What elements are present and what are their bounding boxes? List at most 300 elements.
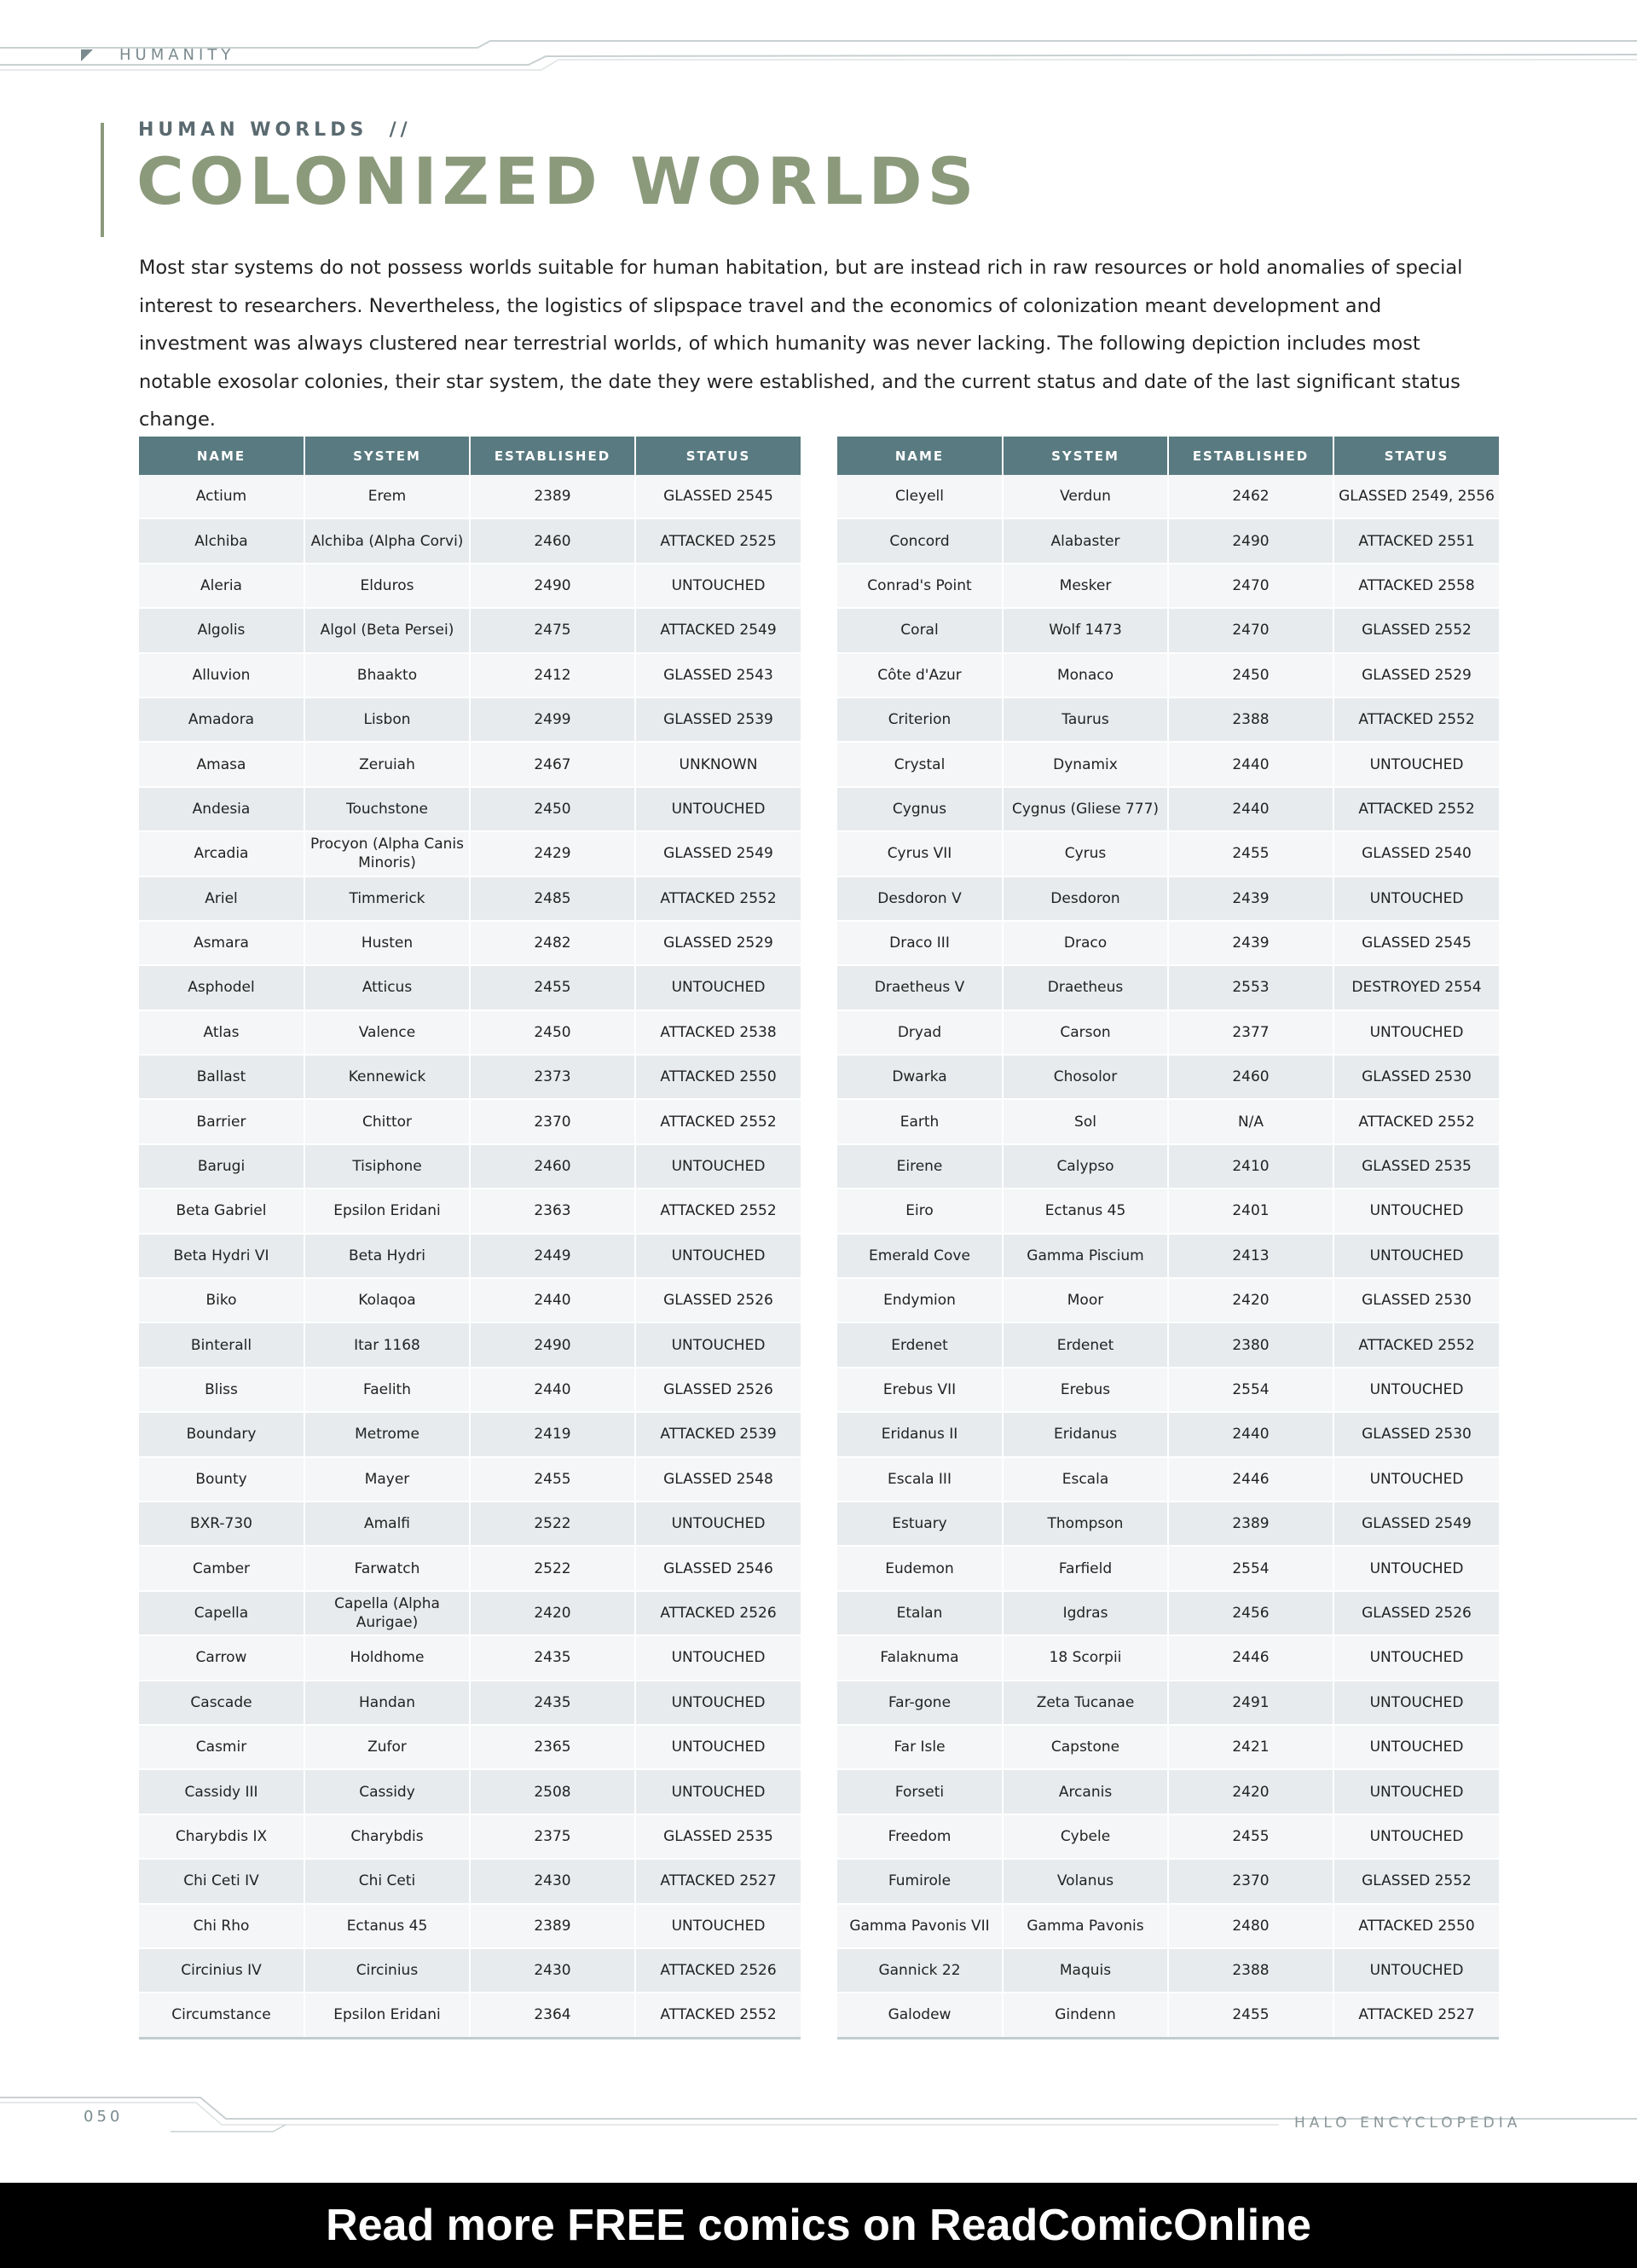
- system-cell: Faelith: [304, 1368, 470, 1412]
- name-cell: Camber: [139, 1546, 304, 1590]
- name-cell: Actium: [139, 475, 304, 518]
- status-cell: ATTACKED 2551: [1333, 518, 1499, 563]
- system-cell: Gindenn: [1003, 1993, 1168, 2038]
- name-cell: Dryad: [837, 1010, 1003, 1055]
- table-row: [837, 1144, 1499, 1189]
- col-status-header: STATUS: [1333, 437, 1499, 475]
- name-cell: Far-gone: [837, 1681, 1003, 1725]
- established-cell: 2420: [1168, 1278, 1333, 1322]
- established-cell: 2401: [1168, 1189, 1333, 1233]
- table-row: [139, 1635, 801, 1680]
- established-cell: 2373: [470, 1055, 635, 1099]
- established-cell: 2455: [470, 965, 635, 1010]
- system-cell: Erem: [304, 475, 470, 518]
- system-cell: Moor: [1003, 1278, 1168, 1322]
- system-cell: Lisbon: [304, 697, 470, 742]
- table-row: [837, 1457, 1499, 1501]
- table-row: [139, 921, 801, 965]
- name-cell: Ballast: [139, 1055, 304, 1099]
- established-cell: 2370: [470, 1099, 635, 1143]
- col-system-header: SYSTEM: [1003, 437, 1168, 475]
- system-cell: Verdun: [1003, 475, 1168, 518]
- status-cell: UNTOUCHED: [1333, 1368, 1499, 1412]
- table-row: [139, 1368, 801, 1412]
- table-row: [837, 1681, 1499, 1725]
- name-cell: Gamma Pavonis VII: [837, 1904, 1003, 1948]
- established-cell: 2470: [1168, 608, 1333, 652]
- system-cell: Touchstone: [304, 787, 470, 831]
- system-cell: Atticus: [304, 965, 470, 1010]
- table-row: [837, 1635, 1499, 1680]
- table-row: [139, 1859, 801, 1903]
- status-cell: UNTOUCHED: [635, 1635, 801, 1680]
- name-cell: Fumirole: [837, 1859, 1003, 1903]
- status-cell: GLASSED 2543: [635, 653, 801, 697]
- system-cell: Chosolor: [1003, 1055, 1168, 1099]
- status-cell: UNTOUCHED: [1333, 1681, 1499, 1725]
- system-cell: Erdenet: [1003, 1322, 1168, 1367]
- status-cell: UNTOUCHED: [635, 1322, 801, 1367]
- system-cell: Volanus: [1003, 1859, 1168, 1903]
- name-cell: Beta Hydri VI: [139, 1234, 304, 1278]
- status-cell: GLASSED 2529: [635, 921, 801, 965]
- system-cell: Capella (Alpha Aurigae): [304, 1591, 470, 1635]
- established-cell: 2450: [1168, 653, 1333, 697]
- table-row: [837, 653, 1499, 697]
- system-cell: Holdhome: [304, 1635, 470, 1680]
- established-cell: 2508: [470, 1769, 635, 1814]
- name-cell: Bliss: [139, 1368, 304, 1412]
- status-cell: UNTOUCHED: [635, 1501, 801, 1546]
- system-cell: Sol: [1003, 1099, 1168, 1143]
- system-cell: Gamma Pavonis: [1003, 1904, 1168, 1948]
- status-cell: UNTOUCHED: [1333, 1010, 1499, 1055]
- name-cell: Beta Gabriel: [139, 1189, 304, 1233]
- system-cell: Cybele: [1003, 1814, 1168, 1859]
- established-cell: 2410: [1168, 1144, 1333, 1189]
- system-cell: Farwatch: [304, 1546, 470, 1590]
- status-cell: UNTOUCHED: [1333, 877, 1499, 921]
- established-cell: 2388: [1168, 697, 1333, 742]
- system-cell: Beta Hydri: [304, 1234, 470, 1278]
- name-cell: Aleria: [139, 564, 304, 608]
- system-cell: Amalfi: [304, 1501, 470, 1546]
- established-cell: 2419: [470, 1412, 635, 1456]
- system-cell: Chi Ceti: [304, 1859, 470, 1903]
- established-cell: 2420: [470, 1591, 635, 1635]
- status-cell: UNTOUCHED: [1333, 1948, 1499, 1993]
- established-cell: 2435: [470, 1681, 635, 1725]
- table-row: [139, 608, 801, 652]
- established-cell: 2439: [1168, 877, 1333, 921]
- system-cell: Epsilon Eridani: [304, 1993, 470, 2038]
- name-cell: Ariel: [139, 877, 304, 921]
- table-row: [837, 1278, 1499, 1322]
- table-row: [139, 787, 801, 831]
- table-row: [837, 1904, 1499, 1948]
- status-cell: UNTOUCHED: [1333, 1546, 1499, 1590]
- established-cell: 2440: [470, 1278, 635, 1322]
- table-row: [837, 1322, 1499, 1367]
- system-cell: Taurus: [1003, 697, 1168, 742]
- system-cell: Zeruiah: [304, 742, 470, 786]
- name-cell: Boundary: [139, 1412, 304, 1456]
- established-cell: 2435: [470, 1635, 635, 1680]
- status-cell: UNTOUCHED: [1333, 1189, 1499, 1233]
- established-cell: 2388: [1168, 1948, 1333, 1993]
- col-established-header: ESTABLISHED: [1168, 437, 1333, 475]
- established-cell: 2446: [1168, 1635, 1333, 1680]
- system-cell: Ectanus 45: [1003, 1189, 1168, 1233]
- name-cell: Alchiba: [139, 518, 304, 563]
- table-row: [837, 877, 1499, 921]
- system-cell: Valence: [304, 1010, 470, 1055]
- established-cell: 2440: [1168, 787, 1333, 831]
- table-row: [837, 1412, 1499, 1456]
- established-cell: 2455: [470, 1457, 635, 1501]
- table-row: [837, 1368, 1499, 1412]
- table-row: [139, 518, 801, 563]
- status-cell: ATTACKED 2550: [635, 1055, 801, 1099]
- status-cell: UNTOUCHED: [635, 1725, 801, 1769]
- name-cell: Circinius IV: [139, 1948, 304, 1993]
- table-row: [139, 1055, 801, 1099]
- table-row: [139, 564, 801, 608]
- status-cell: GLASSED 2540: [1333, 831, 1499, 876]
- system-cell: Dynamix: [1003, 742, 1168, 786]
- status-cell: UNTOUCHED: [635, 965, 801, 1010]
- table-row: [139, 1412, 801, 1456]
- established-cell: 2482: [470, 921, 635, 965]
- name-cell: Alluvion: [139, 653, 304, 697]
- status-cell: DESTROYED 2554: [1333, 965, 1499, 1010]
- name-cell: Barrier: [139, 1099, 304, 1143]
- system-cell: Erebus: [1003, 1368, 1168, 1412]
- status-cell: UNTOUCHED: [1333, 1234, 1499, 1278]
- name-cell: Cyrus VII: [837, 831, 1003, 876]
- system-cell: Igdras: [1003, 1591, 1168, 1635]
- table-row: [837, 831, 1499, 876]
- status-cell: GLASSED 2539: [635, 697, 801, 742]
- name-cell: Capella: [139, 1591, 304, 1635]
- table-row: [837, 475, 1499, 518]
- name-cell: Andesia: [139, 787, 304, 831]
- status-cell: GLASSED 2552: [1333, 1859, 1499, 1903]
- name-cell: Draetheus V: [837, 965, 1003, 1010]
- name-cell: Emerald Cove: [837, 1234, 1003, 1278]
- system-cell: Ectanus 45: [304, 1904, 470, 1948]
- established-cell: 2460: [470, 518, 635, 563]
- established-cell: 2467: [470, 742, 635, 786]
- table-row: [139, 1725, 801, 1769]
- status-cell: ATTACKED 2527: [635, 1859, 801, 1903]
- corner-mark-icon: [81, 49, 93, 61]
- established-cell: 2455: [1168, 831, 1333, 876]
- established-cell: 2413: [1168, 1234, 1333, 1278]
- system-cell: Draetheus: [1003, 965, 1168, 1010]
- established-cell: 2440: [1168, 1412, 1333, 1456]
- status-cell: ATTACKED 2525: [635, 518, 801, 563]
- system-cell: Kolaqoa: [304, 1278, 470, 1322]
- table-row: [139, 742, 801, 786]
- system-cell: Draco: [1003, 921, 1168, 965]
- table-row: [139, 1278, 801, 1322]
- status-cell: UNTOUCHED: [1333, 742, 1499, 786]
- established-cell: 2485: [470, 877, 635, 921]
- established-cell: 2522: [470, 1501, 635, 1546]
- established-cell: 2490: [470, 1322, 635, 1367]
- status-cell: UNTOUCHED: [1333, 1725, 1499, 1769]
- table-header-row: [139, 437, 801, 475]
- system-cell: Zufor: [304, 1725, 470, 1769]
- kicker: HUMAN WORLDS //: [138, 119, 412, 141]
- established-cell: 2554: [1168, 1368, 1333, 1412]
- table-row: [139, 1234, 801, 1278]
- established-cell: N/A: [1168, 1099, 1333, 1143]
- system-cell: Mesker: [1003, 564, 1168, 608]
- established-cell: 2480: [1168, 1904, 1333, 1948]
- status-cell: GLASSED 2545: [635, 475, 801, 518]
- table-row: [837, 1546, 1499, 1590]
- system-cell: Kennewick: [304, 1055, 470, 1099]
- name-cell: Etalan: [837, 1591, 1003, 1635]
- table-row: [837, 697, 1499, 742]
- established-cell: 2455: [1168, 1993, 1333, 2038]
- table-row: [837, 1010, 1499, 1055]
- name-cell: Eiro: [837, 1189, 1003, 1233]
- system-cell: Alabaster: [1003, 518, 1168, 563]
- established-cell: 2446: [1168, 1457, 1333, 1501]
- table-row: [139, 1546, 801, 1590]
- name-cell: Cygnus: [837, 787, 1003, 831]
- status-cell: ATTACKED 2526: [635, 1948, 801, 1993]
- status-cell: GLASSED 2546: [635, 1546, 801, 1590]
- status-cell: GLASSED 2526: [635, 1368, 801, 1412]
- system-cell: Gamma Piscium: [1003, 1234, 1168, 1278]
- name-cell: Gannick 22: [837, 1948, 1003, 1993]
- colonies-table-left: [139, 437, 801, 2039]
- system-cell: Husten: [304, 921, 470, 965]
- established-cell: 2450: [470, 787, 635, 831]
- status-cell: GLASSED 2530: [1333, 1055, 1499, 1099]
- intro-paragraph: Most star systems do not possess worlds suitable for human habitation, but are instead rich in raw resources or hold anomalies of special interest to researchers. Nevertheless, the logistics of slipspace travel and the economics of colonization meant development and investment was always clustered near terrestrial worlds, of which humanity was never lacking. The following depiction includes most notable exosolar colonies, their star system, the date they were established, and the current status and date of the last significant status change.: [139, 257, 1463, 431]
- established-cell: 2499: [470, 697, 635, 742]
- col-established-header: ESTABLISHED: [470, 437, 635, 475]
- name-cell: Casmir: [139, 1725, 304, 1769]
- system-cell: Desdoron: [1003, 877, 1168, 921]
- name-cell: Estuary: [837, 1501, 1003, 1546]
- name-cell: Concord: [837, 518, 1003, 563]
- name-cell: Chi Ceti IV: [139, 1859, 304, 1903]
- status-cell: GLASSED 2545: [1333, 921, 1499, 965]
- status-cell: ATTACKED 2552: [1333, 787, 1499, 831]
- status-cell: ATTACKED 2552: [1333, 697, 1499, 742]
- system-cell: Circinius: [304, 1948, 470, 1993]
- table-row: [139, 1189, 801, 1233]
- table-row: [139, 1010, 801, 1055]
- status-cell: ATTACKED 2538: [635, 1010, 801, 1055]
- table-row: [837, 921, 1499, 965]
- system-cell: Cyrus: [1003, 831, 1168, 876]
- established-cell: 2475: [470, 608, 635, 652]
- name-cell: Cassidy III: [139, 1769, 304, 1814]
- name-cell: BXR-730: [139, 1501, 304, 1546]
- established-cell: 2460: [470, 1144, 635, 1189]
- page-header: [0, 0, 1637, 77]
- system-cell: Cygnus (Gliese 777): [1003, 787, 1168, 831]
- established-cell: 2439: [1168, 921, 1333, 965]
- name-cell: Amasa: [139, 742, 304, 786]
- page-number: 050: [84, 2108, 124, 2126]
- name-cell: Draco III: [837, 921, 1003, 965]
- established-cell: 2364: [470, 1993, 635, 2038]
- status-cell: UNTOUCHED: [635, 1681, 801, 1725]
- status-cell: UNTOUCHED: [635, 787, 801, 831]
- table-header-row: [837, 437, 1499, 475]
- established-cell: 2389: [470, 475, 635, 518]
- status-cell: GLASSED 2549: [1333, 1501, 1499, 1546]
- table-row: [837, 1189, 1499, 1233]
- name-cell: Falaknuma: [837, 1635, 1003, 1680]
- table-row: [837, 564, 1499, 608]
- established-cell: 2380: [1168, 1322, 1333, 1367]
- name-cell: Chi Rho: [139, 1904, 304, 1948]
- table-row: [139, 1591, 801, 1635]
- table-row: [139, 877, 801, 921]
- name-cell: Carrow: [139, 1635, 304, 1680]
- table-row: [139, 1144, 801, 1189]
- table-row: [837, 1234, 1499, 1278]
- book-title: HALO ENCYCLOPEDIA: [1294, 2115, 1522, 2132]
- name-cell: Dwarka: [837, 1055, 1003, 1099]
- established-cell: 2491: [1168, 1681, 1333, 1725]
- colonies-table-right: [837, 437, 1499, 2039]
- table-row: [837, 1859, 1499, 1903]
- status-cell: GLASSED 2526: [1333, 1591, 1499, 1635]
- established-cell: 2462: [1168, 475, 1333, 518]
- table-row: [139, 1814, 801, 1859]
- table-row: [139, 831, 801, 876]
- name-cell: Erebus VII: [837, 1368, 1003, 1412]
- table-row: [139, 653, 801, 697]
- established-cell: 2522: [470, 1546, 635, 1590]
- name-cell: Crystal: [837, 742, 1003, 786]
- system-cell: Elduros: [304, 564, 470, 608]
- name-cell: Eirene: [837, 1144, 1003, 1189]
- established-cell: 2450: [470, 1010, 635, 1055]
- system-cell: Arcanis: [1003, 1769, 1168, 1814]
- header-rule-graphic: [0, 0, 1637, 77]
- system-cell: Metrome: [304, 1412, 470, 1456]
- established-cell: 2456: [1168, 1591, 1333, 1635]
- established-cell: 2430: [470, 1859, 635, 1903]
- established-cell: 2430: [470, 1948, 635, 1993]
- status-cell: ATTACKED 2552: [635, 1099, 801, 1143]
- name-cell: Eudemon: [837, 1546, 1003, 1590]
- established-cell: 2429: [470, 831, 635, 876]
- name-cell: Algolis: [139, 608, 304, 652]
- status-cell: ATTACKED 2550: [1333, 1904, 1499, 1948]
- status-cell: ATTACKED 2539: [635, 1412, 801, 1456]
- status-cell: UNTOUCHED: [635, 1904, 801, 1948]
- status-cell: ATTACKED 2549: [635, 608, 801, 652]
- system-cell: Carson: [1003, 1010, 1168, 1055]
- table-row: [139, 1904, 801, 1948]
- name-cell: Escala III: [837, 1457, 1003, 1501]
- name-cell: Conrad's Point: [837, 564, 1003, 608]
- status-cell: GLASSED 2548: [635, 1457, 801, 1501]
- system-cell: Alchiba (Alpha Corvi): [304, 518, 470, 563]
- table-row: [837, 1099, 1499, 1143]
- status-cell: UNTOUCHED: [1333, 1814, 1499, 1859]
- table-row: [837, 787, 1499, 831]
- system-cell: Mayer: [304, 1457, 470, 1501]
- status-cell: UNTOUCHED: [1333, 1769, 1499, 1814]
- system-cell: Thompson: [1003, 1501, 1168, 1546]
- name-cell: Galodew: [837, 1993, 1003, 2038]
- promo-banner-text: Read more FREE comics on ReadComicOnline: [326, 2201, 1311, 2250]
- table-row: [139, 475, 801, 518]
- status-cell: UNTOUCHED: [635, 1769, 801, 1814]
- established-cell: 2420: [1168, 1769, 1333, 1814]
- table-row: [837, 518, 1499, 563]
- status-cell: GLASSED 2529: [1333, 653, 1499, 697]
- table-row: [837, 1814, 1499, 1859]
- system-cell: Charybdis: [304, 1814, 470, 1859]
- name-cell: Coral: [837, 608, 1003, 652]
- established-cell: 2470: [1168, 564, 1333, 608]
- name-cell: Circumstance: [139, 1993, 304, 2038]
- established-cell: 2554: [1168, 1546, 1333, 1590]
- status-cell: UNTOUCHED: [1333, 1457, 1499, 1501]
- status-cell: ATTACKED 2558: [1333, 564, 1499, 608]
- established-cell: 2553: [1168, 965, 1333, 1010]
- established-cell: 2440: [1168, 742, 1333, 786]
- table-row: [837, 1591, 1499, 1635]
- name-cell: Amadora: [139, 697, 304, 742]
- col-status-header: STATUS: [635, 437, 801, 475]
- col-name-header: NAME: [837, 437, 1003, 475]
- name-cell: Côte d'Azur: [837, 653, 1003, 697]
- status-cell: ATTACKED 2552: [635, 1189, 801, 1233]
- table-row: [139, 1681, 801, 1725]
- system-cell: Wolf 1473: [1003, 608, 1168, 652]
- name-cell: Atlas: [139, 1010, 304, 1055]
- established-cell: 2460: [1168, 1055, 1333, 1099]
- status-cell: UNTOUCHED: [635, 1144, 801, 1189]
- table-row: [837, 742, 1499, 786]
- system-cell: Itar 1168: [304, 1322, 470, 1367]
- promo-banner[interactable]: [0, 2183, 1637, 2268]
- status-cell: ATTACKED 2552: [1333, 1322, 1499, 1367]
- name-cell: Erdenet: [837, 1322, 1003, 1367]
- established-cell: 2389: [1168, 1501, 1333, 1546]
- table-row: [837, 1993, 1499, 2038]
- name-cell: Far Isle: [837, 1725, 1003, 1769]
- status-cell: GLASSED 2535: [635, 1814, 801, 1859]
- page-title: COLONIZED WORLDS: [136, 143, 980, 219]
- name-cell: Desdoron V: [837, 877, 1003, 921]
- system-cell: Monaco: [1003, 653, 1168, 697]
- established-cell: 2440: [470, 1368, 635, 1412]
- section-label: HUMANITY: [119, 46, 235, 64]
- established-cell: 2455: [1168, 1814, 1333, 1859]
- system-cell: Escala: [1003, 1457, 1168, 1501]
- established-cell: 2365: [470, 1725, 635, 1769]
- status-cell: GLASSED 2530: [1333, 1278, 1499, 1322]
- status-cell: UNTOUCHED: [1333, 1635, 1499, 1680]
- name-cell: Freedom: [837, 1814, 1003, 1859]
